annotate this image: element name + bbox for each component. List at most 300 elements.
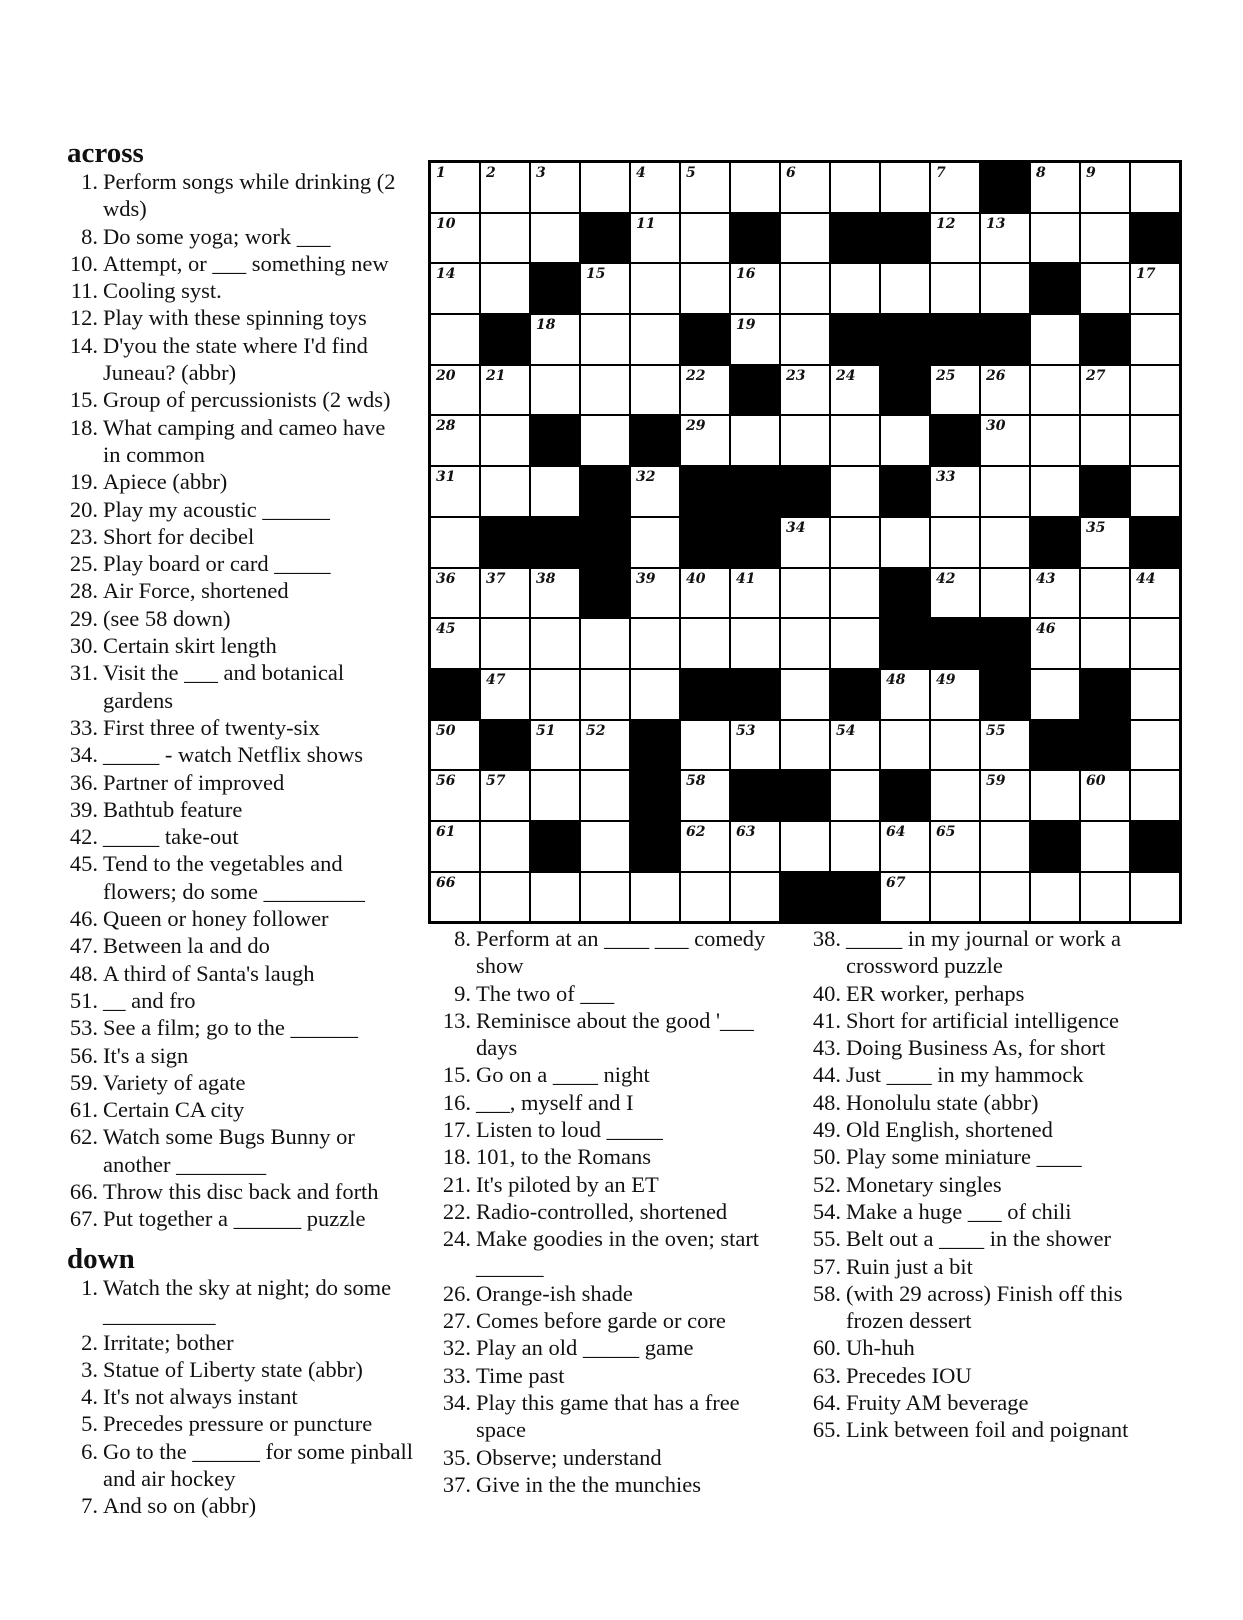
grid-cell[interactable] xyxy=(1081,619,1129,668)
clue-text: ___, myself and I xyxy=(476,1089,634,1115)
grid-cell[interactable] xyxy=(431,416,479,465)
cell-number: 36 xyxy=(436,570,456,587)
black-square xyxy=(781,467,829,516)
grid-cell[interactable] xyxy=(881,670,929,719)
grid-cell[interactable] xyxy=(531,569,579,618)
grid-cell[interactable] xyxy=(581,416,629,465)
clue-text: Make a huge ___ of chili xyxy=(846,1198,1072,1224)
grid-cell[interactable] xyxy=(781,518,829,567)
grid-cell[interactable] xyxy=(981,467,1029,516)
cell-number: 60 xyxy=(1086,773,1106,790)
clue-item xyxy=(67,1096,407,1123)
grid-cell[interactable] xyxy=(631,315,679,364)
clue-text: ER worker, perhaps xyxy=(846,980,1025,1006)
clue-text: Perform at an ____ ___ comedy show xyxy=(476,926,771,979)
clue-text: Reminisce about the good '___ days xyxy=(476,1007,760,1061)
clue-item xyxy=(67,550,407,577)
grid-cell[interactable] xyxy=(881,721,929,770)
clue-number: 53. xyxy=(69,1015,98,1041)
grid-cell[interactable] xyxy=(631,264,679,313)
clue-item xyxy=(67,1329,419,1356)
grid-cell[interactable] xyxy=(581,822,629,871)
black-square xyxy=(1081,721,1129,770)
cell-number: 30 xyxy=(986,418,1006,435)
black-square xyxy=(881,214,929,263)
grid-cell[interactable] xyxy=(1081,264,1129,313)
clue-text: Visit the ___ and botanical gardens xyxy=(103,660,350,713)
clue-item xyxy=(67,1383,419,1410)
cell-number: 35 xyxy=(1086,519,1106,536)
clue-text: See a film; go to the ______ xyxy=(103,1015,358,1041)
clue-number: 67. xyxy=(69,1206,98,1232)
grid-cell[interactable] xyxy=(531,619,579,668)
grid-cell[interactable] xyxy=(581,771,629,820)
grid-cell[interactable] xyxy=(931,721,979,770)
grid-cell[interactable] xyxy=(1081,822,1129,871)
grid-cell[interactable] xyxy=(1081,873,1129,922)
grid-cell[interactable] xyxy=(481,416,529,465)
grid-cell[interactable] xyxy=(831,619,879,668)
grid-cell[interactable] xyxy=(531,315,579,364)
black-square xyxy=(1081,315,1129,364)
clue-text: _____ take-out xyxy=(103,824,239,850)
grid-cell[interactable] xyxy=(431,467,479,516)
grid-cell[interactable] xyxy=(431,264,479,313)
grid-cell[interactable] xyxy=(681,721,729,770)
clue-number: 14. xyxy=(69,332,98,358)
cell-number: 22 xyxy=(686,367,706,384)
grid-cell[interactable] xyxy=(731,416,779,465)
grid-cell[interactable] xyxy=(731,315,779,364)
cell-number: 23 xyxy=(786,367,806,384)
grid-cell[interactable] xyxy=(481,670,529,719)
grid-cell[interactable] xyxy=(1031,467,1079,516)
grid-cell[interactable] xyxy=(831,518,879,567)
grid-cell[interactable] xyxy=(631,619,679,668)
clue-number: 63. xyxy=(812,1362,841,1388)
clue-text: Attempt, or ___ something new xyxy=(103,250,389,276)
black-square xyxy=(931,315,979,364)
grid-cell[interactable] xyxy=(731,163,779,212)
clue-item xyxy=(440,980,790,1007)
grid-cell[interactable] xyxy=(481,264,529,313)
grid-cell[interactable] xyxy=(631,366,679,415)
grid-cell[interactable] xyxy=(431,721,479,770)
black-square xyxy=(731,518,779,567)
grid-cell[interactable] xyxy=(1131,264,1179,313)
grid-cell[interactable] xyxy=(831,467,879,516)
grid-cell[interactable] xyxy=(531,670,579,719)
clue-item xyxy=(440,1389,790,1444)
grid-cell[interactable] xyxy=(931,366,979,415)
clue-text: Apiece (abbr) xyxy=(103,469,228,495)
grid-cell[interactable] xyxy=(431,822,479,871)
clue-number: 40. xyxy=(812,980,841,1006)
grid-cell[interactable] xyxy=(931,214,979,263)
clue-number: 33. xyxy=(69,714,98,740)
grid-cell[interactable] xyxy=(731,264,779,313)
grid-cell[interactable] xyxy=(881,163,929,212)
clue-text: Play my acoustic ______ xyxy=(103,496,330,522)
black-square xyxy=(531,416,579,465)
grid-cell[interactable] xyxy=(1131,771,1179,820)
grid-cell[interactable] xyxy=(1131,619,1179,668)
cell-number: 21 xyxy=(486,367,506,384)
clue-text: _____ in my journal or work a crossword puzzle xyxy=(846,926,1127,979)
grid-cell[interactable] xyxy=(431,569,479,618)
clue-item xyxy=(67,932,407,959)
clue-text: Certain CA city xyxy=(103,1097,245,1123)
cell-number: 55 xyxy=(986,722,1006,739)
grid-cell[interactable] xyxy=(1031,163,1079,212)
clue-item xyxy=(810,1171,1170,1198)
black-square xyxy=(481,518,529,567)
grid-cell[interactable] xyxy=(631,873,679,922)
grid-cell[interactable] xyxy=(631,163,679,212)
grid-cell[interactable] xyxy=(431,315,479,364)
clue-number: 15. xyxy=(69,387,98,413)
grid-cell[interactable] xyxy=(681,619,729,668)
grid-cell[interactable] xyxy=(981,721,1029,770)
grid-cell[interactable] xyxy=(1031,315,1079,364)
grid-cell[interactable] xyxy=(631,214,679,263)
cell-number: 1 xyxy=(436,165,446,181)
clue-number: 17. xyxy=(442,1117,471,1143)
cell-number: 56 xyxy=(436,773,456,790)
grid-cell[interactable] xyxy=(481,214,529,263)
clue-item xyxy=(440,1198,790,1225)
clue-number: 30. xyxy=(69,633,98,659)
clue-item xyxy=(67,987,407,1014)
grid-cell[interactable] xyxy=(1131,315,1179,364)
grid-cell[interactable] xyxy=(1131,163,1179,212)
clue-number: 66. xyxy=(69,1178,98,1204)
clue-item xyxy=(67,386,407,413)
grid-cell[interactable] xyxy=(631,670,679,719)
grid-cell[interactable] xyxy=(581,670,629,719)
clue-number: 39. xyxy=(69,796,98,822)
clue-number: 52. xyxy=(812,1171,841,1197)
clue-text: Uh-huh xyxy=(846,1335,915,1361)
grid-cell[interactable] xyxy=(431,873,479,922)
clue-text: Group of percussionists (2 wds) xyxy=(103,387,391,413)
clue-number: 45. xyxy=(69,851,98,877)
cell-number: 14 xyxy=(436,266,456,283)
clue-number: 41. xyxy=(812,1007,841,1033)
grid-cell[interactable] xyxy=(1081,366,1129,415)
grid-cell[interactable] xyxy=(981,873,1029,922)
grid-cell[interactable] xyxy=(981,771,1029,820)
grid-cell[interactable] xyxy=(631,467,679,516)
clue-item xyxy=(440,1471,790,1498)
grid-cell[interactable] xyxy=(581,163,629,212)
grid-cell[interactable] xyxy=(1081,163,1129,212)
grid-cell[interactable] xyxy=(931,569,979,618)
grid-cell[interactable] xyxy=(431,771,479,820)
grid-cell[interactable] xyxy=(781,822,829,871)
grid-cell[interactable] xyxy=(831,822,879,871)
grid-cell[interactable] xyxy=(1031,619,1079,668)
grid-cell[interactable] xyxy=(681,214,729,263)
clue-number: 23. xyxy=(69,523,98,549)
grid-cell[interactable] xyxy=(431,163,479,212)
black-square xyxy=(681,518,729,567)
grid-cell[interactable] xyxy=(831,366,879,415)
clue-item xyxy=(440,1116,790,1143)
clue-item xyxy=(440,1061,790,1088)
grid-cell[interactable] xyxy=(981,366,1029,415)
grid-cell[interactable] xyxy=(881,264,929,313)
grid-cell[interactable] xyxy=(581,264,629,313)
clue-number: 25. xyxy=(69,551,98,577)
grid-cell[interactable] xyxy=(1131,569,1179,618)
grid-cell[interactable] xyxy=(881,822,929,871)
grid-cell[interactable] xyxy=(1131,873,1179,922)
grid-cell[interactable] xyxy=(681,873,729,922)
cell-number: 19 xyxy=(736,317,756,334)
grid-cell[interactable] xyxy=(931,163,979,212)
grid-cell[interactable] xyxy=(1081,518,1129,567)
grid-cell[interactable] xyxy=(631,518,679,567)
clue-item xyxy=(67,304,407,331)
grid-cell[interactable] xyxy=(481,873,529,922)
grid-cell[interactable] xyxy=(1131,416,1179,465)
cell-number: 58 xyxy=(686,773,706,790)
grid-cell[interactable] xyxy=(781,569,829,618)
clue-number: 7. xyxy=(81,1493,98,1519)
clue-item xyxy=(810,1061,1170,1088)
clue-number: 60. xyxy=(812,1335,841,1361)
clue-text: Go to the ______ for some pinball and air hockey xyxy=(103,1438,419,1492)
grid-cell[interactable] xyxy=(681,569,729,618)
grid-cell[interactable] xyxy=(531,366,579,415)
black-square xyxy=(931,619,979,668)
clue-number: 27. xyxy=(442,1308,471,1334)
black-square xyxy=(731,467,779,516)
clue-text: The two of ___ xyxy=(476,980,615,1006)
grid-cell[interactable] xyxy=(481,163,529,212)
grid-cell[interactable] xyxy=(981,416,1029,465)
grid-cell[interactable] xyxy=(781,721,829,770)
cell-number: 6 xyxy=(786,165,796,181)
grid-cell[interactable] xyxy=(431,214,479,263)
grid-cell[interactable] xyxy=(781,315,829,364)
down-clue-list-col1 xyxy=(67,1274,419,1520)
cell-number: 66 xyxy=(436,874,456,891)
grid-cell[interactable] xyxy=(1031,416,1079,465)
clue-text: First three of twenty-six xyxy=(103,714,320,740)
clue-number: 18. xyxy=(69,414,98,440)
grid-cell[interactable] xyxy=(781,214,829,263)
grid-cell[interactable] xyxy=(781,264,829,313)
cell-number: 10 xyxy=(436,215,456,232)
grid-cell[interactable] xyxy=(631,569,679,618)
cell-number: 17 xyxy=(1136,266,1156,283)
black-square xyxy=(631,771,679,820)
grid-cell[interactable] xyxy=(731,569,779,618)
grid-cell[interactable] xyxy=(731,822,779,871)
clue-text: Short for decibel xyxy=(103,523,255,549)
grid-cell[interactable] xyxy=(731,873,779,922)
clue-text: Just ____ in my hammock xyxy=(846,1062,1084,1088)
clue-number: 65. xyxy=(812,1417,841,1443)
grid-cell[interactable] xyxy=(431,518,479,567)
clue-number: 8. xyxy=(81,223,98,249)
grid-cell[interactable] xyxy=(1131,670,1179,719)
grid-cell[interactable] xyxy=(531,214,579,263)
grid-cell[interactable] xyxy=(831,264,879,313)
clue-number: 10. xyxy=(69,250,98,276)
grid-cell[interactable] xyxy=(1131,467,1179,516)
grid-cell[interactable] xyxy=(1031,670,1079,719)
grid-cell[interactable] xyxy=(981,214,1029,263)
clue-number: 20. xyxy=(69,496,98,522)
clue-item xyxy=(67,1438,419,1493)
grid-cell[interactable] xyxy=(981,569,1029,618)
grid-cell[interactable] xyxy=(681,771,729,820)
grid-cell[interactable] xyxy=(931,670,979,719)
black-square xyxy=(881,315,929,364)
grid-cell[interactable] xyxy=(981,264,1029,313)
cell-number: 8 xyxy=(1036,165,1046,181)
grid-cell[interactable] xyxy=(481,771,529,820)
grid-cell[interactable] xyxy=(531,771,579,820)
grid-cell[interactable] xyxy=(881,416,929,465)
clue-text: Throw this disc back and forth xyxy=(103,1178,379,1204)
black-square xyxy=(431,670,479,719)
grid-cell[interactable] xyxy=(1031,366,1079,415)
cell-number: 28 xyxy=(436,418,456,435)
grid-cell[interactable] xyxy=(981,518,1029,567)
grid-cell[interactable] xyxy=(531,873,579,922)
grid-cell[interactable] xyxy=(1031,214,1079,263)
cell-number: 47 xyxy=(486,671,506,688)
grid-cell[interactable] xyxy=(481,366,529,415)
black-square xyxy=(1131,518,1179,567)
clue-item xyxy=(67,223,407,250)
grid-cell[interactable] xyxy=(831,569,879,618)
grid-cell[interactable] xyxy=(1081,214,1129,263)
grid-cell[interactable] xyxy=(1031,873,1079,922)
grid-cell[interactable] xyxy=(831,163,879,212)
grid-cell[interactable] xyxy=(1081,771,1129,820)
grid-cell[interactable] xyxy=(831,721,879,770)
clue-item xyxy=(67,823,407,850)
grid-cell[interactable] xyxy=(1031,771,1079,820)
cell-number: 49 xyxy=(936,671,956,688)
clue-text: Between la and do xyxy=(103,933,270,959)
grid-cell[interactable] xyxy=(1131,721,1179,770)
clue-item xyxy=(810,1253,1170,1280)
cell-number: 31 xyxy=(436,469,456,486)
grid-cell[interactable] xyxy=(481,619,529,668)
grid-cell[interactable] xyxy=(931,467,979,516)
grid-cell[interactable] xyxy=(581,721,629,770)
cell-number: 51 xyxy=(536,722,556,739)
grid-cell[interactable] xyxy=(831,771,879,820)
clue-number: 18. xyxy=(442,1144,471,1170)
grid-cell[interactable] xyxy=(1131,366,1179,415)
grid-cell[interactable] xyxy=(1081,416,1129,465)
clue-text: (with 29 across) Finish off this frozen dessert xyxy=(846,1280,1129,1334)
clue-text: Belt out a ____ in the shower xyxy=(846,1226,1111,1252)
black-square xyxy=(881,569,929,618)
grid-cell[interactable] xyxy=(731,721,779,770)
cell-number: 16 xyxy=(736,266,756,283)
grid-cell[interactable] xyxy=(931,873,979,922)
grid-cell[interactable] xyxy=(931,822,979,871)
cell-number: 3 xyxy=(536,165,546,181)
grid-cell[interactable] xyxy=(1081,569,1129,618)
clue-number: 11. xyxy=(70,278,98,304)
clue-text: Play this game that has a free space xyxy=(476,1390,746,1443)
clue-text: Play with these spinning toys xyxy=(103,305,367,331)
grid-cell[interactable] xyxy=(881,518,929,567)
black-square xyxy=(1131,822,1179,871)
grid-cell[interactable] xyxy=(781,366,829,415)
black-square xyxy=(981,315,1029,364)
grid-cell[interactable] xyxy=(581,873,629,922)
clue-number: 35. xyxy=(442,1444,471,1470)
black-square xyxy=(1031,721,1079,770)
grid-cell[interactable] xyxy=(531,163,579,212)
clue-item xyxy=(67,850,407,905)
grid-cell[interactable] xyxy=(931,518,979,567)
grid-cell[interactable] xyxy=(881,873,929,922)
grid-cell[interactable] xyxy=(481,467,529,516)
across-heading: across xyxy=(67,137,144,169)
grid-cell[interactable] xyxy=(931,264,979,313)
grid-cell[interactable] xyxy=(681,416,729,465)
grid-cell[interactable] xyxy=(481,822,529,871)
black-square xyxy=(731,771,779,820)
grid-cell[interactable] xyxy=(781,670,829,719)
grid-cell[interactable] xyxy=(581,619,629,668)
clue-text: Put together a ______ puzzle xyxy=(103,1206,366,1232)
grid-cell[interactable] xyxy=(581,315,629,364)
clue-item xyxy=(810,1389,1170,1416)
grid-cell[interactable] xyxy=(531,721,579,770)
cell-number: 44 xyxy=(1136,570,1156,587)
grid-cell[interactable] xyxy=(681,822,729,871)
clue-text: Play board or card _____ xyxy=(103,551,331,577)
grid-cell[interactable] xyxy=(781,619,829,668)
grid-cell[interactable] xyxy=(681,264,729,313)
clue-number: 3. xyxy=(81,1356,98,1382)
grid-cell[interactable] xyxy=(781,416,829,465)
clue-number: 34. xyxy=(442,1390,471,1416)
cell-number: 52 xyxy=(586,722,606,739)
cell-number: 41 xyxy=(736,570,756,587)
grid-cell[interactable] xyxy=(1031,569,1079,618)
grid-cell[interactable] xyxy=(681,163,729,212)
grid-cell[interactable] xyxy=(431,619,479,668)
clue-number: 38. xyxy=(812,926,841,951)
clue-text: Link between foil and poignant xyxy=(846,1417,1129,1443)
cell-number: 25 xyxy=(936,367,956,384)
grid-cell[interactable] xyxy=(781,163,829,212)
grid-cell[interactable] xyxy=(431,366,479,415)
grid-cell[interactable] xyxy=(731,619,779,668)
grid-cell[interactable] xyxy=(931,771,979,820)
clue-number: 1. xyxy=(81,169,98,194)
grid-cell[interactable] xyxy=(531,467,579,516)
grid-cell[interactable] xyxy=(581,366,629,415)
grid-cell[interactable] xyxy=(681,366,729,415)
grid-cell[interactable] xyxy=(831,416,879,465)
grid-cell[interactable] xyxy=(981,822,1029,871)
grid-cell[interactable] xyxy=(481,569,529,618)
